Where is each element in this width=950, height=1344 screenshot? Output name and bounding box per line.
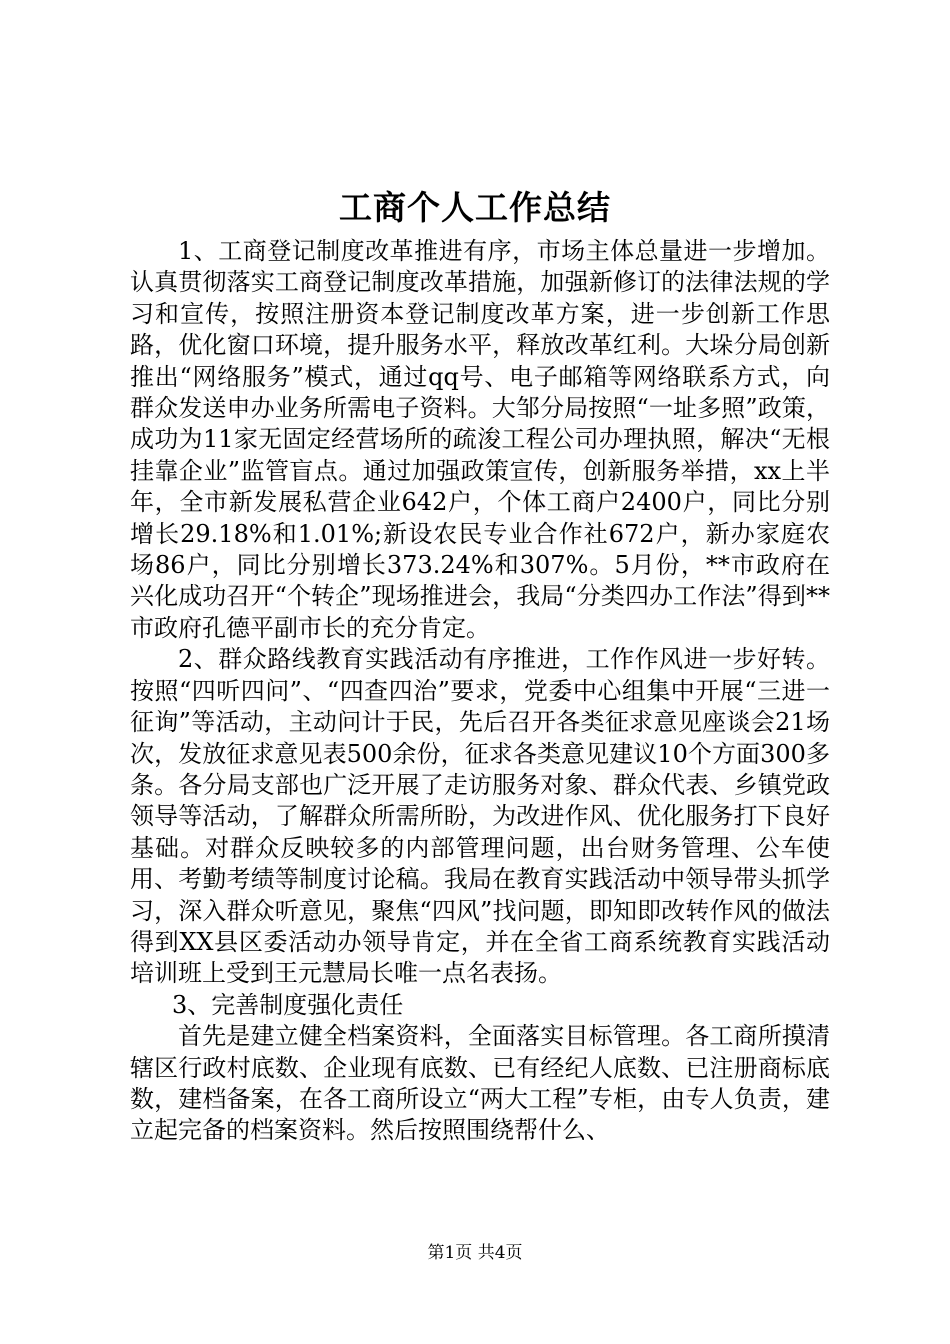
section-heading-3: 3、完善制度强化责任 bbox=[172, 990, 404, 1019]
document-body bbox=[130, 236, 830, 1147]
document-title: 工商个人工作总结 bbox=[339, 188, 611, 227]
paragraph-1: 1、工商登记制度改革推进有序，市场主体总量进一步增加。认真贯彻落实工商登记制度改革措施，加强新修订的法律法规的学习和宣传，按照注册资本登记制度改革方案，进一步创新工作思路，优化窗口环境，提升服务水平，释放改革红利。大垛分局创新推出“网络服务”模式，通过qq号、电子邮箱等网络联系方式，向群众发送申办业务所需电子资料。大邹分局按照“一址多照”政策，成功为11家无固定经营场所的疏浚工程公司办理执照，解决“无根挂靠企业”监管盲点。通过加强政策宣传，创新服务举措，xx上半年，全市新发展私营企业642户，个体工商户2400户，同比分别增长29.18%和1.01%;新设农民专业合作社672户，新办家庭农场86户，同比分别增长373.24%和307%。5月份，**市政府在兴化成功召开“个转企”现场推进会，我局“分类四办工作法”得到**市政府孔德平副市长的充分肯定。 bbox=[130, 237, 830, 642]
page-footer: 第1页 共4页 bbox=[427, 1243, 523, 1263]
paragraph-2: 2、群众路线教育实践活动有序推进，工作作风进一步好转。按照“四听四问”、“四查四治”要求，党委中心组集中开展“三进一征询”等活动，主动问计于民，先后召开各类征求意见座谈会21场次，发放征求意见表500余份，征求各类意见建议10个方面300多条。各分局支部也广泛开展了走访服务对象、群众代表、乡镇党政领导等活动，了解群众所需所盼，为改进作风、优化服务打下良好基础。对群众反映较多的内部管理问题，出台财务管理、公车使用、考勤考绩等制度讨论稿。我局在教育实践活动中领导带头抓学习，深入群众听意见，聚焦“四风”找问题，即知即改转作风的做法得到XX县区委活动办领导肯定，并在全省工商系统教育实践活动培训班上受到王元慧局长唯一点名表扬。 bbox=[130, 645, 830, 988]
paragraph-4: 首先是建立健全档案资料，全面落实目标管理。各工商所摸清辖区行政村底数、企业现有底数、已有经纪人底数、已注册商标底数，建档备案，在各工商所设立“两大工程”专柜，由专人负责，建立起完备的档案资料。然后按照围绕帮什么、 bbox=[130, 1022, 830, 1145]
